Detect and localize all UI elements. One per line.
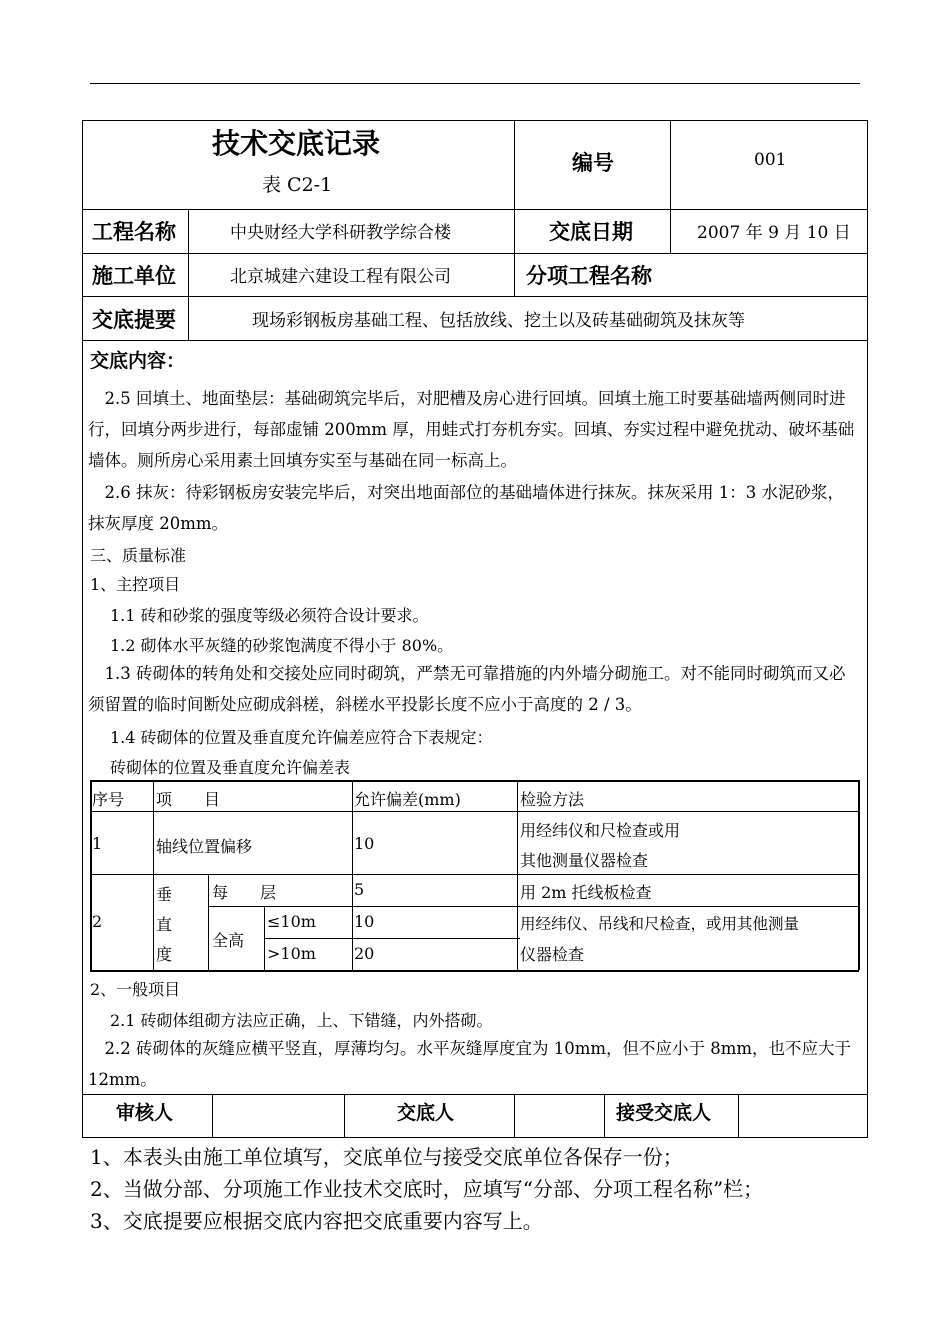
table-row-2-category: 度 — [156, 945, 173, 964]
table-border — [90, 780, 859, 782]
col-divider — [514, 1094, 515, 1138]
table-row-2-method: 仪器检查 — [520, 945, 585, 964]
form-code: 表 C2-1 — [262, 174, 333, 196]
content-label: 交底内容： — [90, 350, 186, 372]
table-header-method: 检验方法 — [520, 790, 585, 809]
table-row-2-per-floor: 每 层 — [212, 883, 277, 902]
col-divider — [738, 1094, 739, 1138]
reviewer-label: 审核人 — [116, 1102, 174, 1124]
col-divider — [212, 1094, 213, 1138]
note-2: 2、当做分部、分项施工作业技术交底时，应填写“分部、分项工程名称”栏； — [90, 1177, 764, 1201]
note-1: 1、本表头由施工单位填写，交底单位与接受交底单位各保存一份； — [90, 1145, 683, 1169]
row-divider — [82, 296, 868, 297]
table-border — [153, 780, 154, 970]
table-row-2-category: 垂 — [156, 885, 173, 904]
number-value: 001 — [754, 150, 787, 170]
table-border — [208, 874, 209, 970]
table-border — [90, 811, 859, 812]
item-2-2: 2.2 砖砌体的灰缝应横平竖直，厚薄均匀。水平灰缝厚度宜为 10mm，但不应小于 8mm，也不应大于 12mm。 — [88, 1039, 852, 1089]
table-row-1-no: 1 — [92, 834, 103, 853]
table-border — [90, 970, 859, 972]
table-border — [858, 780, 860, 970]
table-row-2-condition: ≤10m — [267, 912, 316, 931]
contractor-value: 北京城建六建设工程有限公司 — [230, 267, 451, 287]
section-quality: 三、质量标准 — [90, 546, 187, 565]
summary-value: 现场彩钢板房基础工程、包括放线、挖土以及砖基础砌筑及抹灰等 — [252, 311, 745, 331]
table-row-2-per-floor-tolerance: 5 — [354, 880, 365, 899]
summary-label: 交底提要 — [92, 308, 176, 332]
note-3: 3、交底提要应根据交底内容把交底重要内容写上。 — [90, 1209, 543, 1233]
row-divider — [82, 253, 868, 254]
table-border — [264, 906, 265, 970]
table-header-tolerance: 允许偏差(mm) — [354, 790, 461, 809]
number-label: 编号 — [572, 151, 614, 175]
table-border — [517, 780, 518, 970]
row-divider — [82, 209, 868, 210]
section-main-control: 1、主控项目 — [90, 575, 181, 594]
col-divider — [604, 1094, 605, 1138]
table-row-2-method: 用经纬仪、吊线和尺检查，或用其他测量 — [520, 915, 800, 933]
section-general: 2、一般项目 — [90, 980, 181, 999]
item-1-4: 1.4 砖砌体的位置及垂直度允许偏差应符合下表规定： — [94, 728, 493, 747]
record-form — [82, 120, 868, 1138]
paragraph-2-5: 2.5 回填土、地面垫层：基础砌筑完毕后，对肥槽及房心进行回填。回填土施工时要基础墙两侧同时进行，回填分两步进行，每部虚铺 200mm 厚，用蛙式打夯机夯实。回填、夯实过程中避免扰动、破坏基础墙体。厕所房心采用素土回填夯实至与基础在同一标高上。 — [88, 389, 855, 470]
table-row-1-method: 其他测量仪器检查 — [520, 851, 649, 870]
discloser-label: 交底人 — [397, 1102, 455, 1124]
project-name: 中央财经大学科研教学综合楼 — [230, 223, 451, 243]
table-row-2-tolerance: 20 — [354, 944, 375, 963]
col-divider — [670, 120, 671, 253]
table-row-2-category: 直 — [156, 915, 173, 934]
item-1-2: 1.2 砌体水平灰缝的砂浆饱满度不得小于 80%。 — [94, 636, 454, 655]
table-border — [352, 780, 353, 970]
table-row-2-tolerance: 10 — [354, 912, 375, 931]
project-name-label: 工程名称 — [92, 220, 176, 244]
table-header-no: 序号 — [92, 790, 125, 809]
form-title: 技术交底记录 — [212, 127, 381, 160]
table-header-item: 项 目 — [156, 790, 221, 809]
table-caption: 砖砌体的位置及垂直度允许偏差表 — [110, 758, 351, 777]
contractor-label: 施工单位 — [92, 264, 176, 288]
col-divider — [514, 120, 515, 296]
table-row-2-per-floor-method: 用 2m 托线板检查 — [520, 883, 652, 902]
item-1-1: 1.1 砖和砂浆的强度等级必须符合设计要求。 — [94, 606, 429, 625]
row-divider — [82, 340, 868, 341]
table-row-2-condition: >10m — [267, 944, 316, 963]
paragraph-2-6: 2.6 抹灰：待彩钢板房安装完毕后，对突出地面部位的基础墙体进行抹灰。抹灰采用 1：3 水泥砂浆，抹灰厚度 20mm。 — [88, 483, 844, 533]
table-row-2-no: 2 — [92, 912, 103, 931]
header-rule — [90, 83, 860, 84]
table-row-1-method: 用经纬仪和尺检查或用 — [520, 821, 681, 840]
date-label: 交底日期 — [549, 220, 633, 244]
table-border — [90, 874, 859, 875]
table-row-1-item: 轴线位置偏移 — [156, 837, 253, 856]
col-divider — [188, 209, 189, 340]
sub-project-label: 分项工程名称 — [526, 264, 652, 288]
table-row-2-full-height: 全高 — [212, 931, 245, 950]
date-value: 2007 年 9 月 10 日 — [697, 223, 851, 243]
table-row-1-tolerance: 10 — [354, 834, 375, 853]
item-1-3: 1.3 砖砌体的转角处和交接处应同时砌筑，严禁无可靠措施的内外墙分砌施工。对不能同时砌筑而又必须留置的临时间断处应砌成斜槎，斜槎水平投影长度不应小于高度的 2 / 3。 — [88, 664, 846, 714]
col-divider — [344, 1094, 345, 1138]
table-border — [264, 938, 520, 939]
item-2-1: 2.1 砖砌体组砌方法应正确，上、下错缝，内外搭砌。 — [94, 1011, 493, 1030]
table-border — [208, 906, 859, 907]
receiver-label: 接受交底人 — [616, 1102, 712, 1124]
